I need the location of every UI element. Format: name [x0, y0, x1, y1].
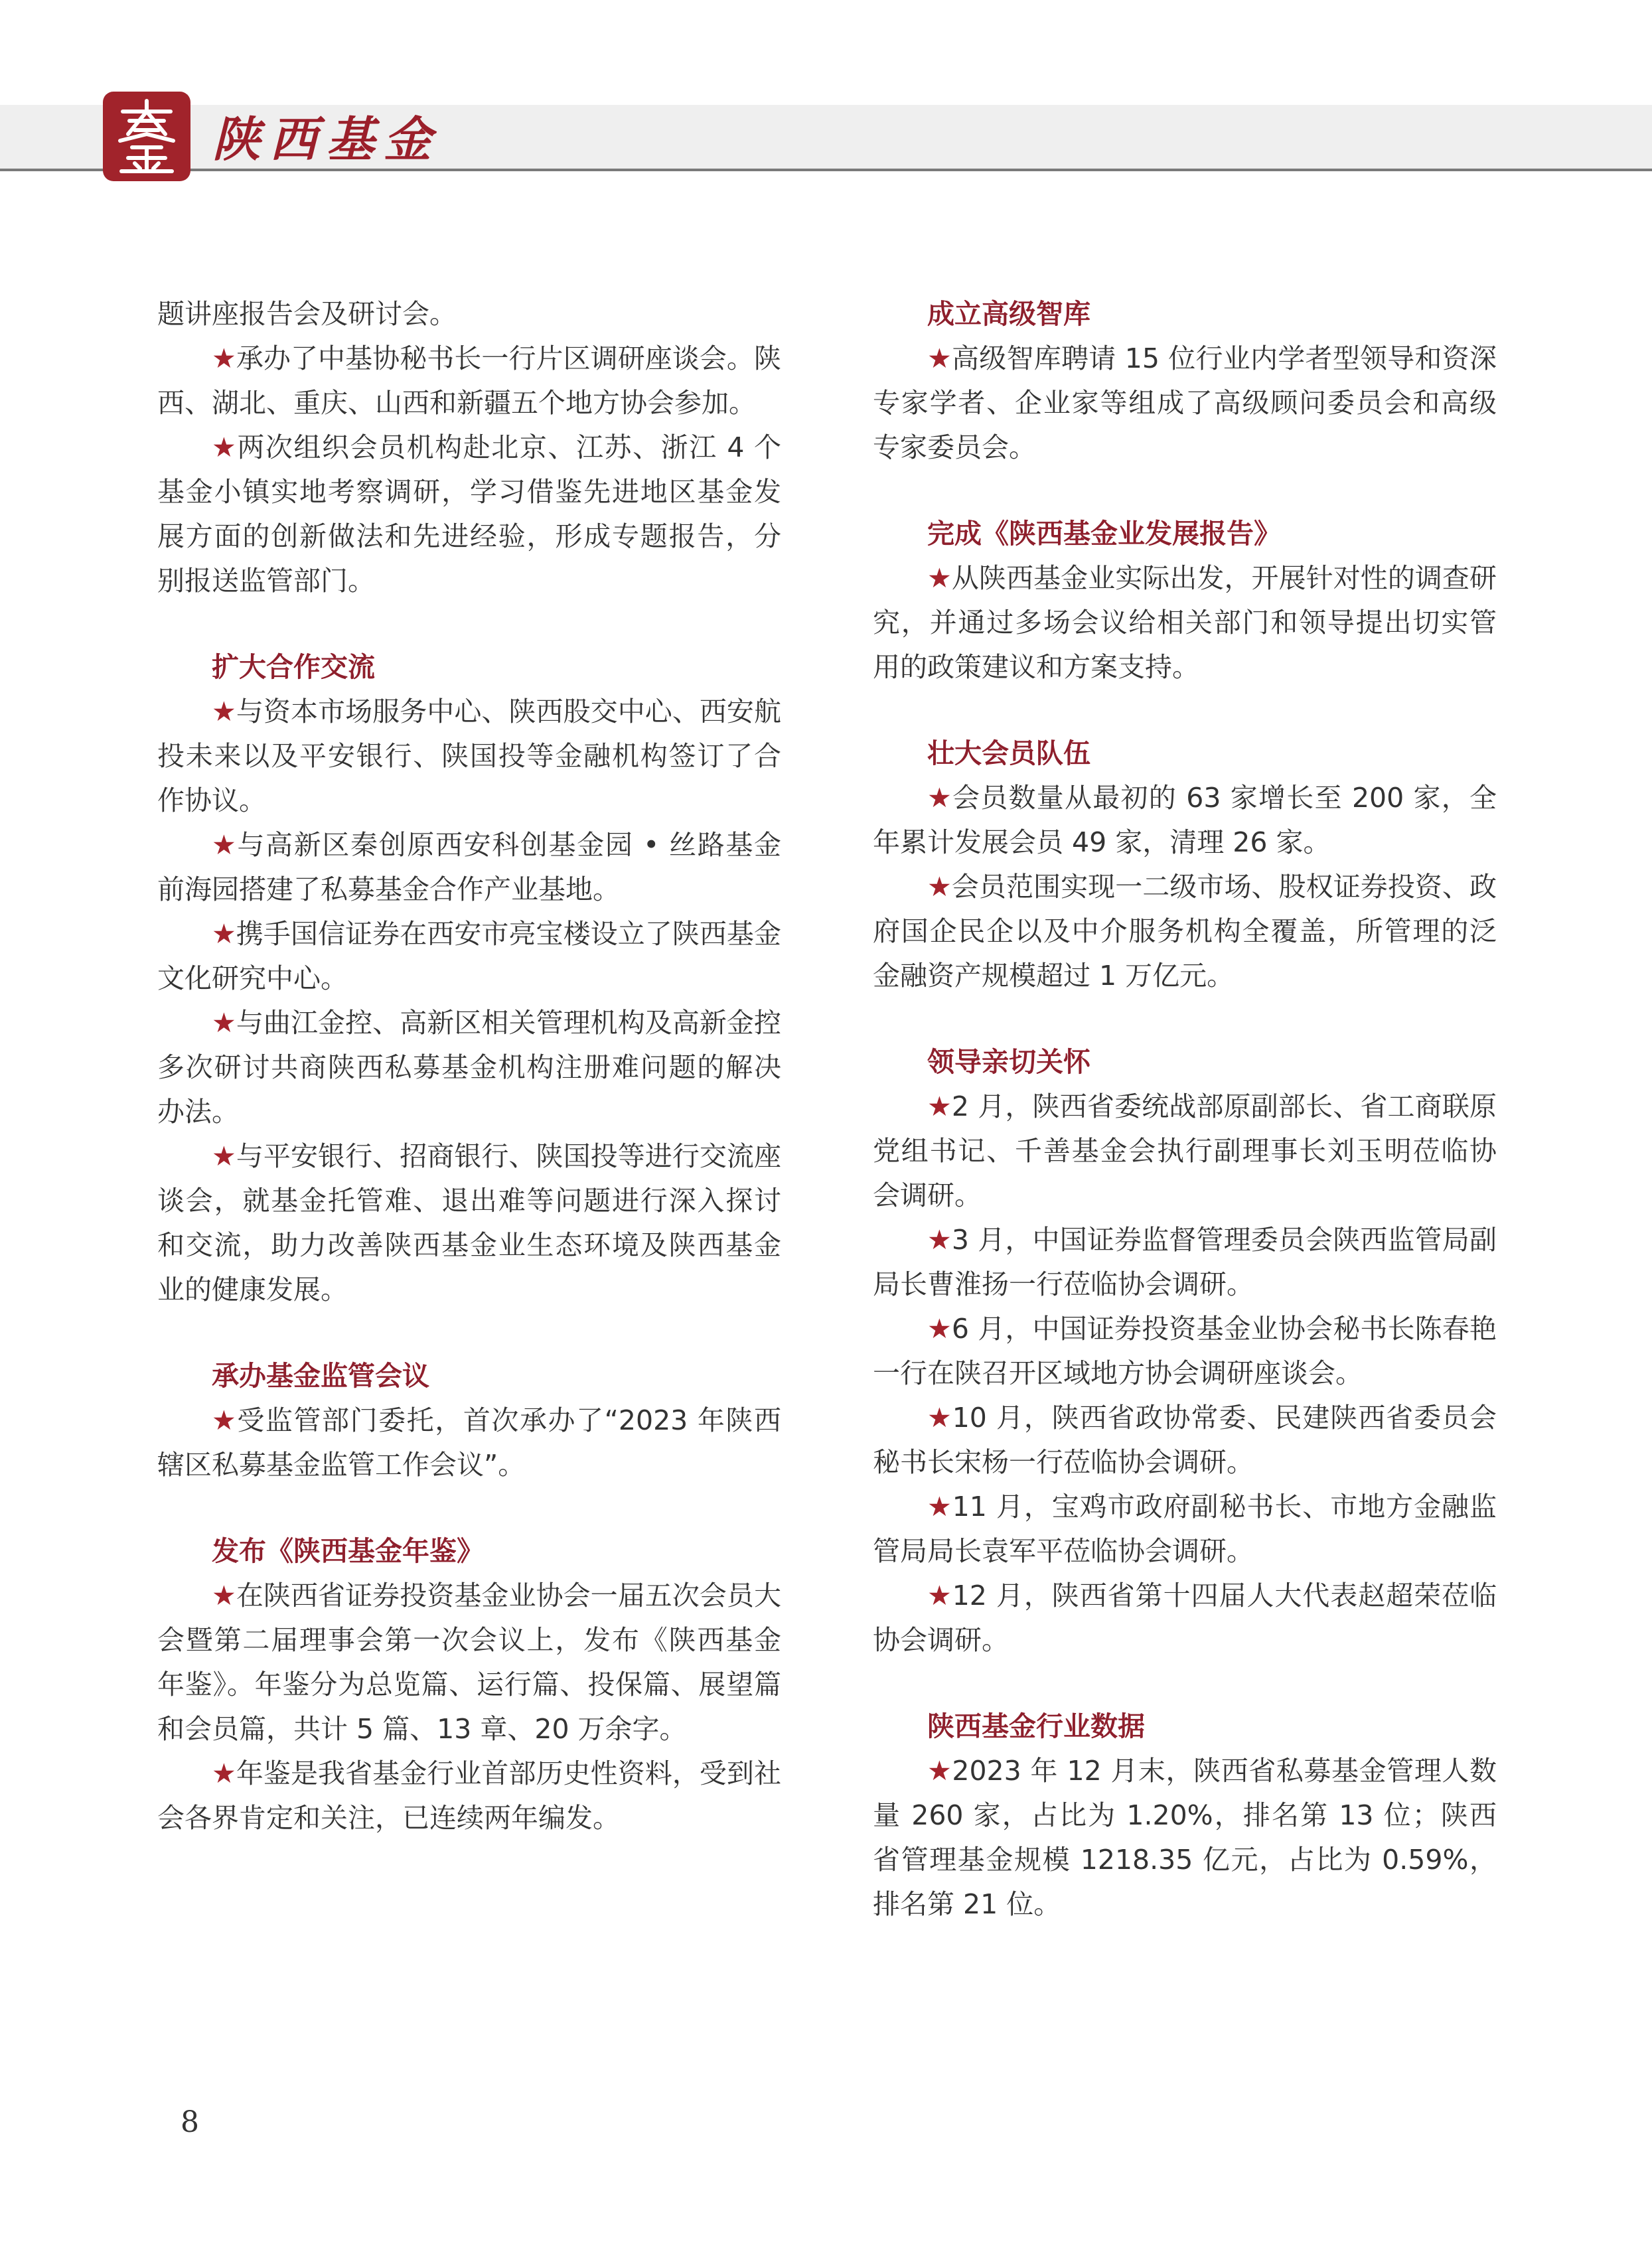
star-bullet-icon: ★ [927, 1090, 952, 1122]
article-section [157, 292, 781, 336]
star-bullet-icon: ★ [212, 918, 236, 950]
bullet-paragraph [157, 1574, 781, 1752]
red-seal-logo-icon [103, 92, 190, 181]
bullet-paragraph [873, 776, 1497, 865]
paragraph-text: 12 月，陕西省第十四届人大代表赵超荣莅临协会调研。 [873, 1580, 1497, 1656]
paragraph-text: 与平安银行、招商银行、陕国投等进行交流座谈会，就基金托管难、退出难等问题进行深入探讨和交流，助力改善陕西基金业生态环境及陕西基金业的健康发展。 [157, 1140, 781, 1306]
section-heading: 陕西基金行业数据 [927, 1710, 1145, 1742]
star-bullet-icon: ★ [927, 1755, 952, 1787]
paragraph-text: 与资本市场服务中心、陕西股交中心、西安航投未来以及平安银行、陕国投等金融机构签订了合作协议。 [157, 696, 781, 816]
paragraph-text: 携手国信证券在西安市亮宝楼设立了陕西基金文化研究中心。 [157, 918, 781, 994]
star-bullet-icon: ★ [927, 1224, 952, 1256]
article-section [157, 336, 781, 603]
bullet-paragraph [873, 865, 1497, 998]
paragraph-text: 3 月，中国证券监督管理委员会陕西监管局副局长曹淮扬一行莅临协会调研。 [873, 1224, 1497, 1300]
star-bullet-icon: ★ [212, 431, 238, 463]
paragraph-text: 10 月，陕西省政协常委、民建陕西省委员会秘书长宋杨一行莅临协会调研。 [873, 1402, 1497, 1478]
article-section [873, 1704, 1497, 1927]
star-bullet-icon: ★ [927, 342, 952, 374]
star-bullet-icon: ★ [927, 562, 952, 594]
paragraph-text: 承办了中基协秘书长一行片区调研座谈会。陕西、湖北、重庆、山西和新疆五个地方协会参加。 [157, 342, 781, 419]
bullet-paragraph [873, 336, 1497, 470]
section-heading: 壮大会员队伍 [927, 737, 1090, 769]
star-bullet-icon: ★ [212, 342, 236, 374]
paragraph-text: 会员数量从最初的 63 家增长至 200 家，全年累计发展会员 49 家，清理 26 家。 [873, 782, 1497, 858]
bullet-paragraph [157, 690, 781, 823]
star-bullet-icon: ★ [212, 1007, 236, 1039]
paragraph-text: 2023 年 12 月末，陕西省私募基金管理人数量 260 家，占比为 1.20%，排名第 13 位；陕西省管理基金规模 1218.35 亿元，占比为 0.59%，排名第 21 位。 [873, 1755, 1497, 1920]
right-column [873, 292, 1497, 1927]
article-section [873, 512, 1497, 690]
section-heading: 承办基金监管会议 [212, 1360, 429, 1392]
paragraph-text: 与曲江金控、高新区相关管理机构及高新金控多次研讨共商陕西私募基金机构注册难问题的解决办法。 [157, 1007, 781, 1128]
bullet-paragraph [873, 1307, 1497, 1396]
paragraph-text: 与高新区秦创原西安科创基金园 • 丝路基金前海园搭建了私募基金合作产业基地。 [157, 829, 781, 905]
paragraph-text: 从陕西基金业实际出发，开展针对性的调查研究，并通过多场会议给相关部门和领导提出切实管用的政策建议和方案支持。 [873, 562, 1497, 683]
bullet-paragraph [157, 1398, 781, 1487]
section-heading: 扩大合作交流 [212, 651, 375, 683]
article-section [873, 1040, 1497, 1663]
bullet-paragraph [157, 823, 781, 912]
bullet-paragraph [157, 292, 781, 336]
star-bullet-icon: ★ [212, 1404, 238, 1436]
paragraph-text: 会员范围实现一二级市场、股权证券投资、政府国企民企以及中介服务机构全覆盖，所管理的泛金融资产规模超过 1 万亿元。 [873, 871, 1497, 992]
paragraph-text: 高级智库聘请 15 位行业内学者型领导和资深专家学者、企业家等组成了高级顾问委员会和高级专家委员会。 [873, 342, 1497, 463]
bullet-paragraph [873, 1485, 1497, 1574]
paragraph-text: 两次组织会员机构赴北京、江苏、浙江 4 个基金小镇实地考察调研，学习借鉴先进地区基金发展方面的创新做法和先进经验，形成专题报告，分别报送监管部门。 [157, 431, 781, 597]
star-bullet-icon: ★ [927, 782, 953, 814]
star-bullet-icon: ★ [927, 1491, 952, 1523]
bullet-paragraph [873, 1218, 1497, 1307]
star-bullet-icon: ★ [212, 829, 238, 861]
article-section [157, 645, 781, 1312]
paragraph-text: 在陕西省证券投资基金业协会一届五次会员大会暨第二届理事会第一次会议上，发布《陕西基金年鉴》。年鉴分为总览篇、运行篇、投保篇、展望篇和会员篇，共计 5 篇、13 章、20 万余字。 [157, 1580, 781, 1745]
article-section [873, 731, 1497, 998]
page-header [0, 0, 1652, 192]
left-column [157, 292, 781, 1840]
bullet-paragraph [873, 1574, 1497, 1663]
bullet-paragraph [157, 912, 781, 1001]
article-section [157, 1529, 781, 1840]
star-bullet-icon: ★ [927, 1580, 952, 1611]
page-number: 8 [181, 2105, 199, 2139]
paragraph-text: 受监管部门委托，首次承办了“2023 年陕西辖区私募基金监管工作会议”。 [157, 1404, 781, 1481]
bullet-paragraph [157, 1134, 781, 1312]
bullet-paragraph [157, 1752, 781, 1840]
paragraph-text: 6 月，中国证券投资基金业协会秘书长陈春艳一行在陕召开区域地方协会调研座谈会。 [873, 1313, 1497, 1389]
section-heading: 成立高级智库 [927, 298, 1090, 330]
star-bullet-icon: ★ [927, 1313, 952, 1345]
article-section [157, 1354, 781, 1487]
bullet-paragraph [157, 336, 781, 425]
section-heading: 发布《陕西基金年鉴》 [212, 1535, 484, 1567]
star-bullet-icon: ★ [212, 1140, 236, 1172]
star-bullet-icon: ★ [212, 1757, 236, 1789]
star-bullet-icon: ★ [927, 1402, 952, 1434]
paragraph-text: 年鉴是我省基金行业首部历史性资料，受到社会各界肯定和关注，已连续两年编发。 [157, 1757, 781, 1834]
bullet-paragraph [873, 556, 1497, 690]
paragraph-text: 2 月，陕西省委统战部原副部长、省工商联原党组书记、千善基金会执行副理事长刘玉明莅临协会调研。 [873, 1090, 1497, 1211]
star-bullet-icon: ★ [212, 696, 236, 727]
star-bullet-icon: ★ [927, 871, 952, 903]
bullet-paragraph [873, 1749, 1497, 1927]
bullet-paragraph [873, 1084, 1497, 1218]
bullet-paragraph [873, 1396, 1497, 1485]
bullet-paragraph [157, 425, 781, 603]
section-heading: 领导亲切关怀 [927, 1046, 1090, 1078]
header-rule [0, 169, 1652, 171]
bullet-paragraph [157, 1001, 781, 1134]
section-heading: 完成《陕西基金业发展报告》 [927, 518, 1281, 550]
magazine-title: 陕西基金 [212, 111, 441, 167]
paragraph-text: 11 月，宝鸡市政府副秘书长、市地方金融监管局局长袁军平莅临协会调研。 [873, 1491, 1497, 1567]
article-section [873, 292, 1497, 470]
star-bullet-icon: ★ [212, 1580, 236, 1611]
paragraph-text: 题讲座报告会及研讨会。 [157, 298, 457, 330]
